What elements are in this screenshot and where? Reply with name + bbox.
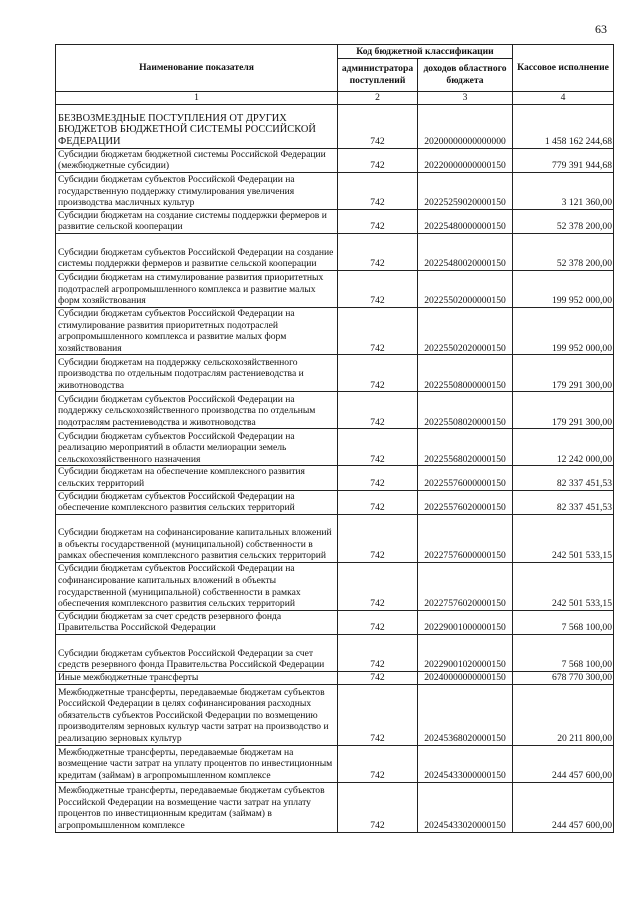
row-amount: 199 952 000,00: [513, 270, 614, 307]
table-row: [56, 392, 614, 429]
table-row: [56, 104, 614, 148]
row-income-code: 20227576000000150: [418, 514, 513, 562]
row-amount: 82 337 451,53: [513, 490, 614, 514]
row-name: Субсидии бюджетам бюджетной системы Российской Федерации (межбюджетные субсидии): [56, 148, 338, 172]
row-name: Субсидии бюджетам за счет средств резервного фонда Правительства Российской Федерации: [56, 610, 338, 634]
row-amount: 179 291 300,00: [513, 392, 614, 429]
column-number: 1: [56, 92, 338, 105]
row-amount: 199 952 000,00: [513, 307, 614, 354]
row-admin-code: 742: [338, 104, 418, 148]
table-row: [56, 745, 614, 782]
row-name: БЕЗВОЗМЕЗДНЫЕ ПОСТУПЛЕНИЯ ОТ ДРУГИХ БЮДЖЕТОВ БЮДЖЕТНОЙ СИСТЕМЫ РОССИЙСКОЙ ФЕДЕРАЦИИ: [56, 104, 338, 148]
row-admin-code: 742: [338, 466, 418, 490]
row-name: Субсидии бюджетам субъектов Российской Федерации на софинансирование капитальных вложений в объекты государственной (муниципальной) собственности в рамках обеспечения комплексного развития сельских территорий: [56, 562, 338, 610]
table-row: [56, 634, 614, 671]
header-indicator-name: Наименование показателя: [56, 45, 338, 92]
row-name: Субсидии бюджетам субъектов Российской Федерации на реализацию мероприятий в области мелиорации земель сельскохозяйственного назначения: [56, 429, 338, 466]
table-row: [56, 209, 614, 233]
row-admin-code: 742: [338, 610, 418, 634]
row-admin-code: 742: [338, 490, 418, 514]
row-amount: 3 121 360,00: [513, 172, 614, 209]
row-income-code: 20229001020000150: [418, 634, 513, 671]
budget-revenue-table: [55, 44, 614, 833]
table-row: [56, 490, 614, 514]
page-number: 63: [595, 22, 607, 36]
row-income-code: 20225568020000150: [418, 429, 513, 466]
row-income-code: 20220000000000150: [418, 148, 513, 172]
row-income-code: 20225480000000150: [418, 209, 513, 233]
row-admin-code: 742: [338, 392, 418, 429]
row-name: Субсидии бюджетам субъектов Российской Федерации на создание системы поддержки фермеров и развитие сельской кооперации: [56, 233, 338, 270]
row-admin-code: 742: [338, 671, 418, 684]
row-amount: 12 242 000,00: [513, 429, 614, 466]
row-income-code: 20227576020000150: [418, 562, 513, 610]
row-name: Субсидии бюджетам субъектов Российской Федерации на стимулирование развития приоритетных подотраслей агропромышленного комплекса и развитие малых форм хозяйствования: [56, 307, 338, 354]
row-income-code: 20225508020000150: [418, 392, 513, 429]
table-row: [56, 429, 614, 466]
row-name: Межбюджетные трансферты, передаваемые бюджетам на возмещение части затрат на уплату процентов по инвестиционным кредитам (займам) в агропромышленном комплексе: [56, 745, 338, 782]
header-cash-execution: Кассовое исполнение: [513, 45, 614, 92]
row-admin-code: 742: [338, 209, 418, 233]
table-row: [56, 172, 614, 209]
row-income-code: 20225502020000150: [418, 307, 513, 354]
row-admin-code: 742: [338, 684, 418, 745]
row-income-code: 20225508000000150: [418, 355, 513, 392]
row-amount: 244 457 600,00: [513, 745, 614, 782]
row-amount: 242 501 533,15: [513, 514, 614, 562]
row-income-code: 20245433000000150: [418, 745, 513, 782]
row-admin-code: 742: [338, 233, 418, 270]
row-amount: 678 770 300,00: [513, 671, 614, 684]
row-amount: 7 568 100,00: [513, 610, 614, 634]
row-name: Межбюджетные трансферты, передаваемые бюджетам субъектов Российской Федерации на возмещение части затрат на уплату процентов по инвестиционным кредитам (займам) в агропромышленном комплексе: [56, 782, 338, 832]
row-income-code: 20245368020000150: [418, 684, 513, 745]
column-number: 4: [513, 92, 614, 105]
row-name: Иные межбюджетные трансферты: [56, 671, 338, 684]
row-admin-code: 742: [338, 782, 418, 832]
table-body: [56, 104, 614, 832]
row-amount: 244 457 600,00: [513, 782, 614, 832]
row-income-code: 20225259020000150: [418, 172, 513, 209]
row-income-code: 20229001000000150: [418, 610, 513, 634]
header-income-code: доходов областного бюджета: [418, 59, 513, 92]
row-amount: 82 337 451,53: [513, 466, 614, 490]
row-name: Субсидии бюджетам субъектов Российской Федерации на обеспечение комплексного развития сельских территорий: [56, 490, 338, 514]
row-name: Субсидии бюджетам на поддержку сельскохозяйственного производства по отдельным подотраслям растениеводства и животноводства: [56, 355, 338, 392]
table-row: [56, 514, 614, 562]
row-admin-code: 742: [338, 745, 418, 782]
row-name: Субсидии бюджетам на стимулирование развития приоритетных подотраслей агропромышленного комплекса и развитие малых форм хозяйствования: [56, 270, 338, 307]
table-row: [56, 671, 614, 684]
row-amount: 1 458 162 244,68: [513, 104, 614, 148]
column-number: 2: [338, 92, 418, 105]
row-name: Субсидии бюджетам на софинансирование капитальных вложений в объекты государственной (муниципальной) собственности в рамках обеспечения комплексного развития сельских территорий: [56, 514, 338, 562]
header-budget-classification: Код бюджетной классификации: [338, 45, 513, 59]
row-income-code: 20245433020000150: [418, 782, 513, 832]
row-admin-code: 742: [338, 172, 418, 209]
row-admin-code: 742: [338, 429, 418, 466]
row-income-code: 20225480020000150: [418, 233, 513, 270]
row-name: Субсидии бюджетам субъектов Российской Федерации на государственную поддержку стимулирования увеличения производства масличных культур: [56, 172, 338, 209]
row-admin-code: 742: [338, 307, 418, 354]
table-row: [56, 610, 614, 634]
table-row: [56, 233, 614, 270]
row-name: Субсидии бюджетам на обеспечение комплексного развития сельских территорий: [56, 466, 338, 490]
table-row: [56, 355, 614, 392]
table-row: [56, 270, 614, 307]
row-name: Межбюджетные трансферты, передаваемые бюджетам субъектов Российской Федерации в целях софинансирования расходных обязательств субъектов Российской Федерации по возмещению производителям зерновых культур части затрат на производство и реализацию зерновых культур: [56, 684, 338, 745]
row-amount: 52 378 200,00: [513, 233, 614, 270]
row-admin-code: 742: [338, 562, 418, 610]
row-amount: 52 378 200,00: [513, 209, 614, 233]
row-name: Субсидии бюджетам на создание системы поддержки фермеров и развитие сельской кооперации: [56, 209, 338, 233]
row-name: Субсидии бюджетам субъектов Российской Федерации за счет средств резервного фонда Правительства Российской Федерации: [56, 634, 338, 671]
table-row: [56, 466, 614, 490]
row-admin-code: 742: [338, 634, 418, 671]
row-amount: 7 568 100,00: [513, 634, 614, 671]
table-row: [56, 562, 614, 610]
row-income-code: 20200000000000000: [418, 104, 513, 148]
row-admin-code: 742: [338, 270, 418, 307]
row-income-code: 20225576020000150: [418, 490, 513, 514]
row-income-code: 20225502000000150: [418, 270, 513, 307]
column-number: 3: [418, 92, 513, 105]
row-income-code: 20225576000000150: [418, 466, 513, 490]
row-admin-code: 742: [338, 148, 418, 172]
table-row: [56, 684, 614, 745]
row-name: Субсидии бюджетам субъектов Российской Федерации на поддержку сельскохозяйственного производства по отдельным подотраслям растениеводства и животноводства: [56, 392, 338, 429]
row-admin-code: 742: [338, 355, 418, 392]
table-row: [56, 307, 614, 354]
row-amount: 20 211 800,00: [513, 684, 614, 745]
row-amount: 179 291 300,00: [513, 355, 614, 392]
row-income-code: 20240000000000150: [418, 671, 513, 684]
header-admin-code: администратора поступлений: [338, 59, 418, 92]
row-amount: 779 391 944,68: [513, 148, 614, 172]
table-row: [56, 782, 614, 832]
table-row: [56, 148, 614, 172]
row-amount: 242 501 533,15: [513, 562, 614, 610]
row-admin-code: 742: [338, 514, 418, 562]
